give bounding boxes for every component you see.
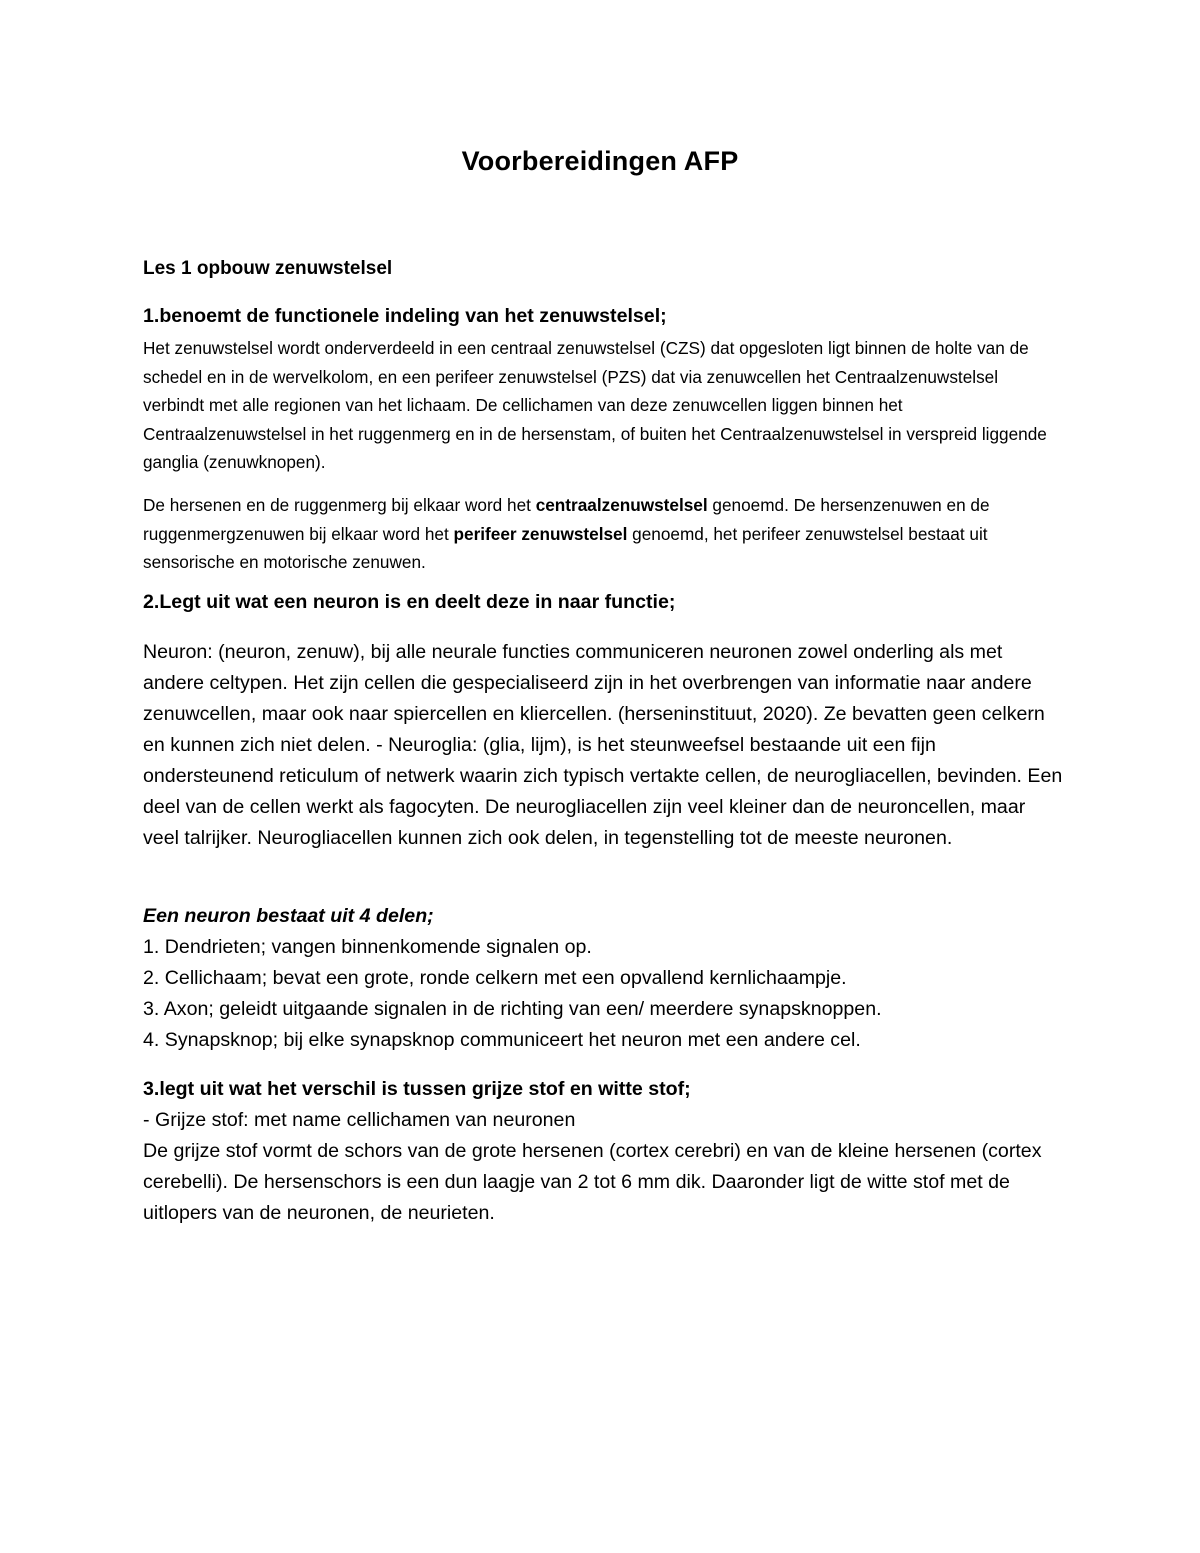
section2-heading: 2.Legt uit wat een neuron is en deelt deze in naar functie; — [143, 591, 676, 613]
section3 — [143, 1074, 1063, 1229]
section2-paragraph: Neuron: (neuron, zenuw), bij alle neurale functies communiceren neuronen zowel onderling als met andere celtypen. Het zijn cellen die gespecialiseerd zijn in het overbrengen van informatie naar andere zenuwcellen, maar ook naar spiercellen en kliercellen. (herseninstituut, 2020). Ze bevatten geen celkern en kunnen zich niet delen. - Neuroglia: (glia, lijm), is het steunweefsel bestaande uit een fijn ondersteunend reticulum of netwerk waarin zich typisch vertakte cellen, de neurogliacellen, bevinden. Een deel van de cellen werkt als fagocyten. De neurogliacellen zijn veel kleiner dan de neuroncellen, maar veel talrijker. Neurogliacellen kunnen zich ook delen, in tegenstelling tot de meeste neuronen. — [143, 641, 1063, 849]
list-item: 3. Axon; geleidt uitgaande signalen in de richting van een/ meerdere synapsknoppen. — [143, 998, 882, 1020]
section3-paragraph: De grijze stof vormt de schors van de grote hersenen (cortex cerebri) en van de kleine hersenen (cortex cerebelli). De hersenschors is een dun laagje van 2 tot 6 mm dik. Daaronder ligt de witte stof met de uitlopers van de neuronen, de neurieten. — [143, 1140, 1042, 1224]
document-title: Voorbereidingen AFP — [461, 146, 739, 176]
para2-term-pzs: perifeer zenuwstelsel — [453, 523, 628, 544]
lesson-heading: Les 1 opbouw zenuwstelsel — [143, 258, 393, 279]
list-item: 2. Cellichaam; bevat een grote, ronde celkern met een opvallend kernlichaampje. — [143, 967, 847, 989]
section1-paragraph2 — [143, 491, 1063, 577]
neuron-parts-heading: Een neuron bestaat uit 4 delen; — [143, 905, 434, 927]
para2-text-a: De hersenen en de ruggenmerg bij elkaar word het — [143, 495, 536, 515]
para2-text-c: genoemd. De hersenzenuwen en de ruggenmergzenuwen bij elkaar word het — [143, 495, 990, 544]
neuron-parts-list — [143, 901, 1063, 1056]
para2-term-czs: centraalzenuwstelsel — [535, 495, 708, 515]
list-item: 4. Synapsknop; bij elke synapsknop communiceert het neuron met een andere cel. — [143, 1029, 861, 1051]
list-item: 1. Dendrieten; vangen binnenkomende signalen op. — [143, 936, 592, 958]
section3-heading: 3.legt uit wat het verschil is tussen grijze stof en witte stof; — [143, 1078, 691, 1100]
section1-paragraph1: Het zenuwstelsel wordt onderverdeeld in een centraal zenuwstelsel (CZS) dat opgesloten ligt binnen de holte van de schedel en in de wervelkolom, en een perifeer zenuwstelsel (PZS) dat via zenuwcellen het Centraalzenuwstelsel verbindt met alle regionen van het lichaam. De cellichamen van deze zenuwcellen liggen binnen het Centraalzenuwstelsel in het ruggenmerg en in de hersenstam, of buiten het Centraalzenuwstelsel in verspreid liggende ganglia (zenuwknopen). — [143, 338, 1047, 472]
section3-line1: - Grijze stof: met name cellichamen van neuronen — [143, 1109, 576, 1131]
para2-text-e: genoemd, het perifeer zenuwstelsel bestaat uit sensorische en motorische zenuwen. — [143, 523, 988, 572]
section1-heading: 1.benoemt de functionele indeling van het zenuwstelsel; — [143, 305, 667, 327]
